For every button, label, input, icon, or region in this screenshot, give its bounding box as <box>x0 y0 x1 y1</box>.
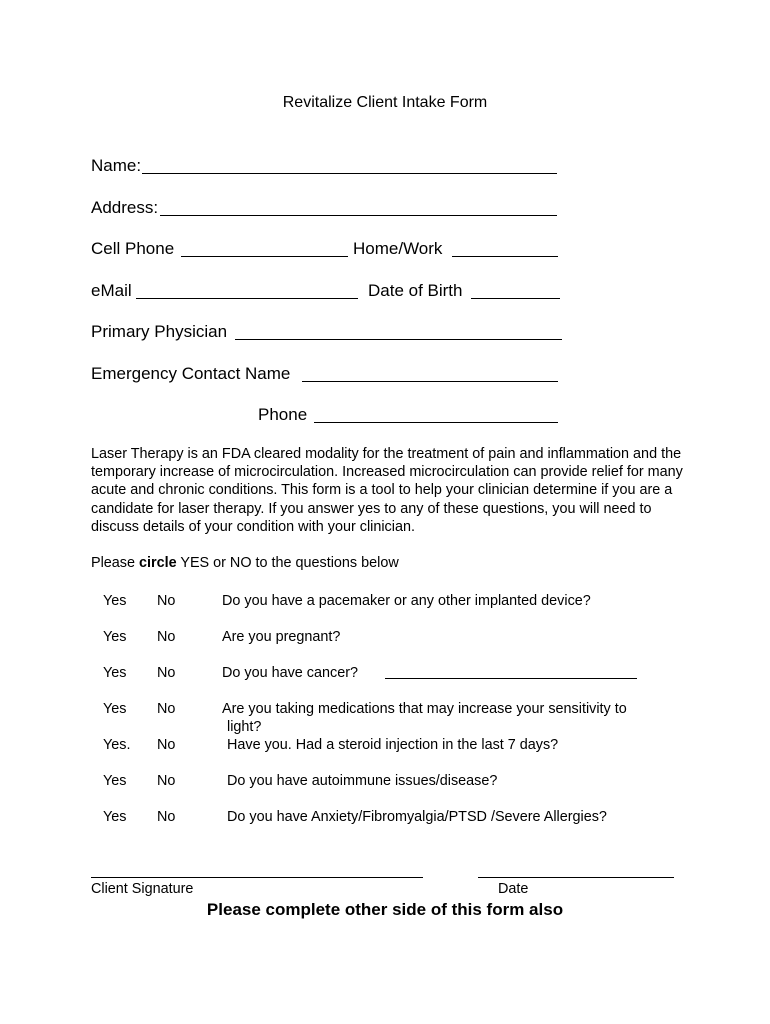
client-signature-field[interactable] <box>91 877 423 878</box>
question-1-text: Do you have a pacemaker or any other implanted device? <box>222 593 591 609</box>
emergency-phone-label: Phone <box>258 405 308 424</box>
question-7-no[interactable]: No <box>157 809 176 825</box>
question-4-text: Are you taking medications that may increase your sensitivity to <box>222 701 627 717</box>
question-5-yes[interactable]: Yes. <box>103 737 131 753</box>
question-2-no[interactable]: No <box>157 629 176 645</box>
question-4-yes[interactable]: Yes <box>103 701 127 717</box>
address-field[interactable] <box>160 215 557 216</box>
dob-field[interactable] <box>471 298 560 299</box>
form-title: Revitalize Client Intake Form <box>282 94 488 111</box>
name-label: Name: <box>91 156 142 175</box>
home-work-field[interactable] <box>452 256 558 257</box>
emergency-name-label: Emergency Contact Name <box>91 364 291 383</box>
address-label: Address: <box>91 198 159 217</box>
cell-phone-label: Cell Phone <box>91 239 175 258</box>
instruction-suffix: YES or NO to the questions below <box>176 555 399 571</box>
question-2-text: Are you pregnant? <box>222 629 341 645</box>
date-field[interactable] <box>478 877 674 878</box>
question-6-no[interactable]: No <box>157 773 176 789</box>
physician-field[interactable] <box>235 339 562 340</box>
question-1-no[interactable]: No <box>157 593 176 609</box>
question-6-yes[interactable]: Yes <box>103 773 127 789</box>
question-4-text-continued: light? <box>227 719 262 735</box>
email-label: eMail <box>91 281 132 300</box>
question-4-no[interactable]: No <box>157 701 176 717</box>
question-1-yes[interactable]: Yes <box>103 593 127 609</box>
dob-label: Date of Birth <box>368 281 463 300</box>
cancer-details-field[interactable] <box>385 678 637 679</box>
question-3-yes[interactable]: Yes <box>103 665 127 681</box>
emergency-name-field[interactable] <box>302 381 558 382</box>
question-5-text: Have you. Had a steroid injection in the last 7 days? <box>227 737 559 753</box>
instruction-bold: circle <box>139 555 177 571</box>
question-5-no[interactable]: No <box>157 737 176 753</box>
instruction-prefix: Please <box>91 555 139 571</box>
client-signature-label: Client Signature <box>91 881 194 897</box>
physician-label: Primary Physician <box>91 322 228 341</box>
instruction <box>91 555 399 571</box>
question-2-yes[interactable]: Yes <box>103 629 127 645</box>
email-field[interactable] <box>136 298 358 299</box>
question-7-text: Do you have Anxiety/Fibromyalgia/PTSD /Severe Allergies? <box>227 809 607 825</box>
question-3-text: Do you have cancer? <box>222 665 358 681</box>
date-label: Date <box>498 881 529 897</box>
question-6-text: Do you have autoimmune issues/disease? <box>227 773 498 789</box>
question-3-no[interactable]: No <box>157 665 176 681</box>
info-paragraph: Laser Therapy is an FDA cleared modality for the treatment of pain and inflammation and the temporary increase of microcirculation. Increased microcirculation can provide relief for many acute and chronic conditions. This form is a tool to help your clinician determine if you are a candidate for laser therapy. If you answer yes to any of these questions, you will need to discuss details of your condition with your clinician. <box>91 446 683 535</box>
cell-phone-field[interactable] <box>181 256 348 257</box>
footer-note: Please complete other side of this form also <box>206 900 564 919</box>
emergency-phone-field[interactable] <box>314 422 558 423</box>
home-work-label: Home/Work <box>353 239 443 258</box>
question-7-yes[interactable]: Yes <box>103 809 127 825</box>
name-field[interactable] <box>142 173 557 174</box>
